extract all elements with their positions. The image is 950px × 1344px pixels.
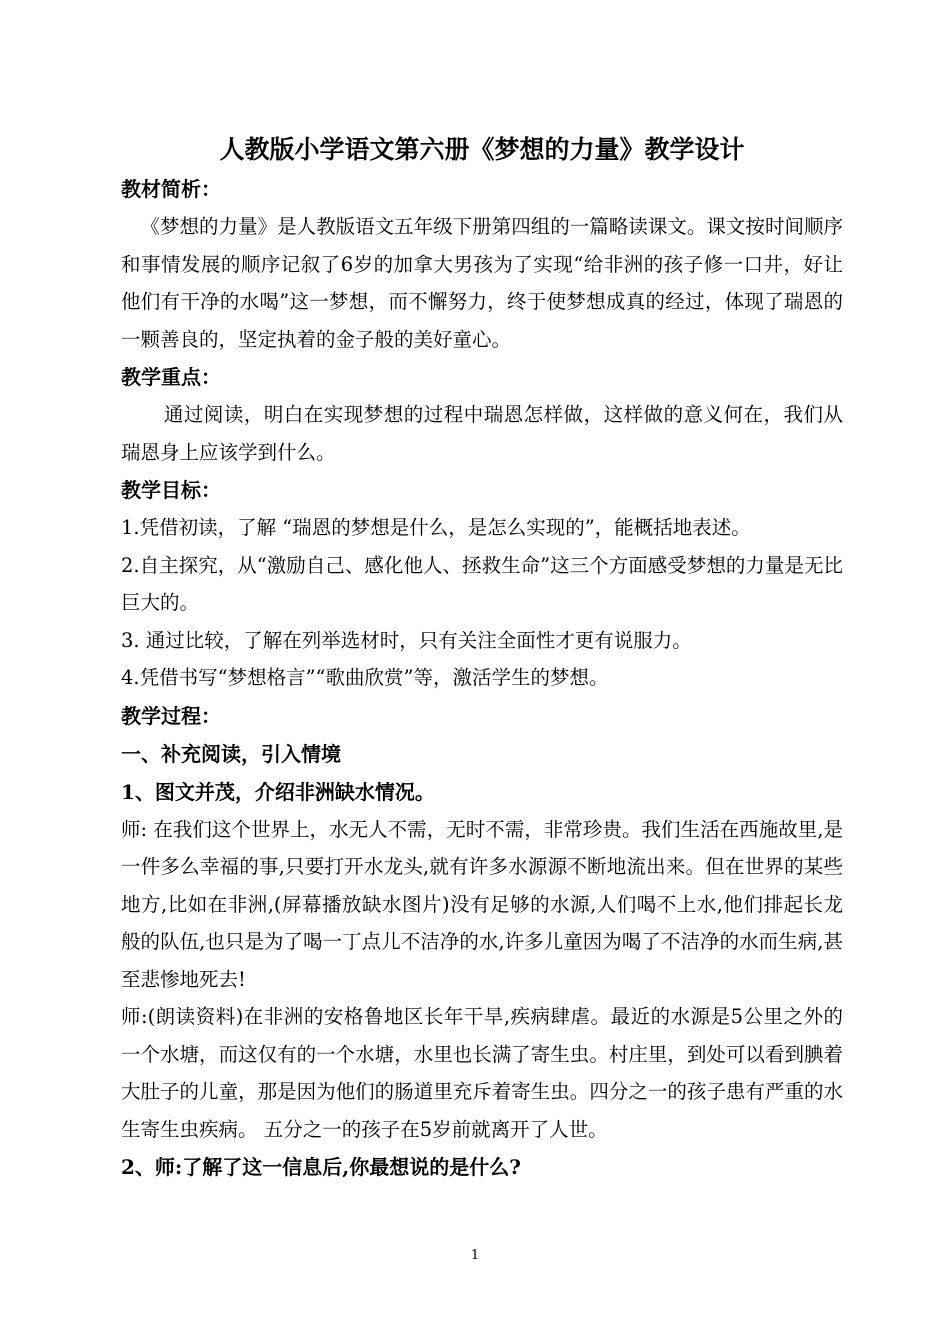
step1-paragraph-1: 师: 在我们这个世界上，水无人不需，无时不需，非常珍贵。我们生活在西施故里,是一件多么幸福的事,只要打开水龙头,就有许多水源源不断地流出来。但在世界的某些地方,比如在非洲,(屏幕播放缺水图片)没有足够的水源,人们喝不上水,他们排起长龙般的队伍,也只是为了喝一丁点儿不洁净的水,许多儿童因为喝了不洁净的水而生病,甚至悲惨地死去! xyxy=(121,817,843,991)
step2-heading: 2、师:了解了这一信息后,你最想说的是什么? xyxy=(121,1155,521,1179)
analysis-paragraph: 《梦想的力量》是人教版语文五年级下册第四组的一篇略读课文。课文按时间顺序和事情发展的顺序记叙了6岁的加拿大男孩为了实现“给非洲的孩子修一口井，好让他们有干净的水喝”这一梦想，而不懈努力，终于使梦想成真的经过，体现了瑞恩的一颗善良的，坚定执着的金子般的美好童心。 xyxy=(121,215,843,351)
part1-heading: 一、补充阅读，引入情境 xyxy=(121,741,341,766)
focus-paragraph: 通过阅读，明白在实现梦想的过程中瑞恩怎样做，这样做的意义何在，我们从瑞恩身上应该学到什么。 xyxy=(121,403,843,464)
goal-item-3: 3. 通过比较，了解在列举选材时，只有关注全面性才更有说服力。 xyxy=(121,628,692,652)
document-body xyxy=(121,130,843,1186)
document-title: 人教版小学语文第六册《梦想的力量》教学设计 xyxy=(219,135,745,164)
page-number: 1 xyxy=(470,1248,480,1263)
goal-item-2: 2.自主探究，从“激励自己、感化他人、拯救生命”这三个方面感受梦想的力量是无比巨大的。 xyxy=(121,553,843,614)
step1-heading: 1、图文并茂，介绍非洲缺水情况。 xyxy=(121,779,435,804)
focus-heading: 教学重点： xyxy=(121,365,221,389)
step1-paragraph-2: 师:(朗读资料)在非洲的安格鲁地区长年干旱,疾病肆虐。最近的水源是5公里之外的一个水塘，而这仅有的一个水塘，水里也长满了寄生虫。村庄里，到处可以看到腆着大肚子的儿童，那是因为他们的肠道里充斥着寄生虫。四分之一的孩子患有严重的水生寄生虫疾病。 五分之一的孩子在5岁前就离开了人世。 xyxy=(121,1005,844,1141)
goal-item-4: 4.凭借书写“梦想格言”“歌曲欣赏”等，激活学生的梦想。 xyxy=(121,666,609,689)
process-heading: 教学过程： xyxy=(121,703,221,728)
analysis-heading: 教材简析： xyxy=(121,177,221,201)
goal-item-1: 1.凭借初读，了解 “瑞恩的梦想是什么，是怎么实现的”，能概括地表述。 xyxy=(121,516,751,539)
goals-heading: 教学目标： xyxy=(121,478,221,502)
